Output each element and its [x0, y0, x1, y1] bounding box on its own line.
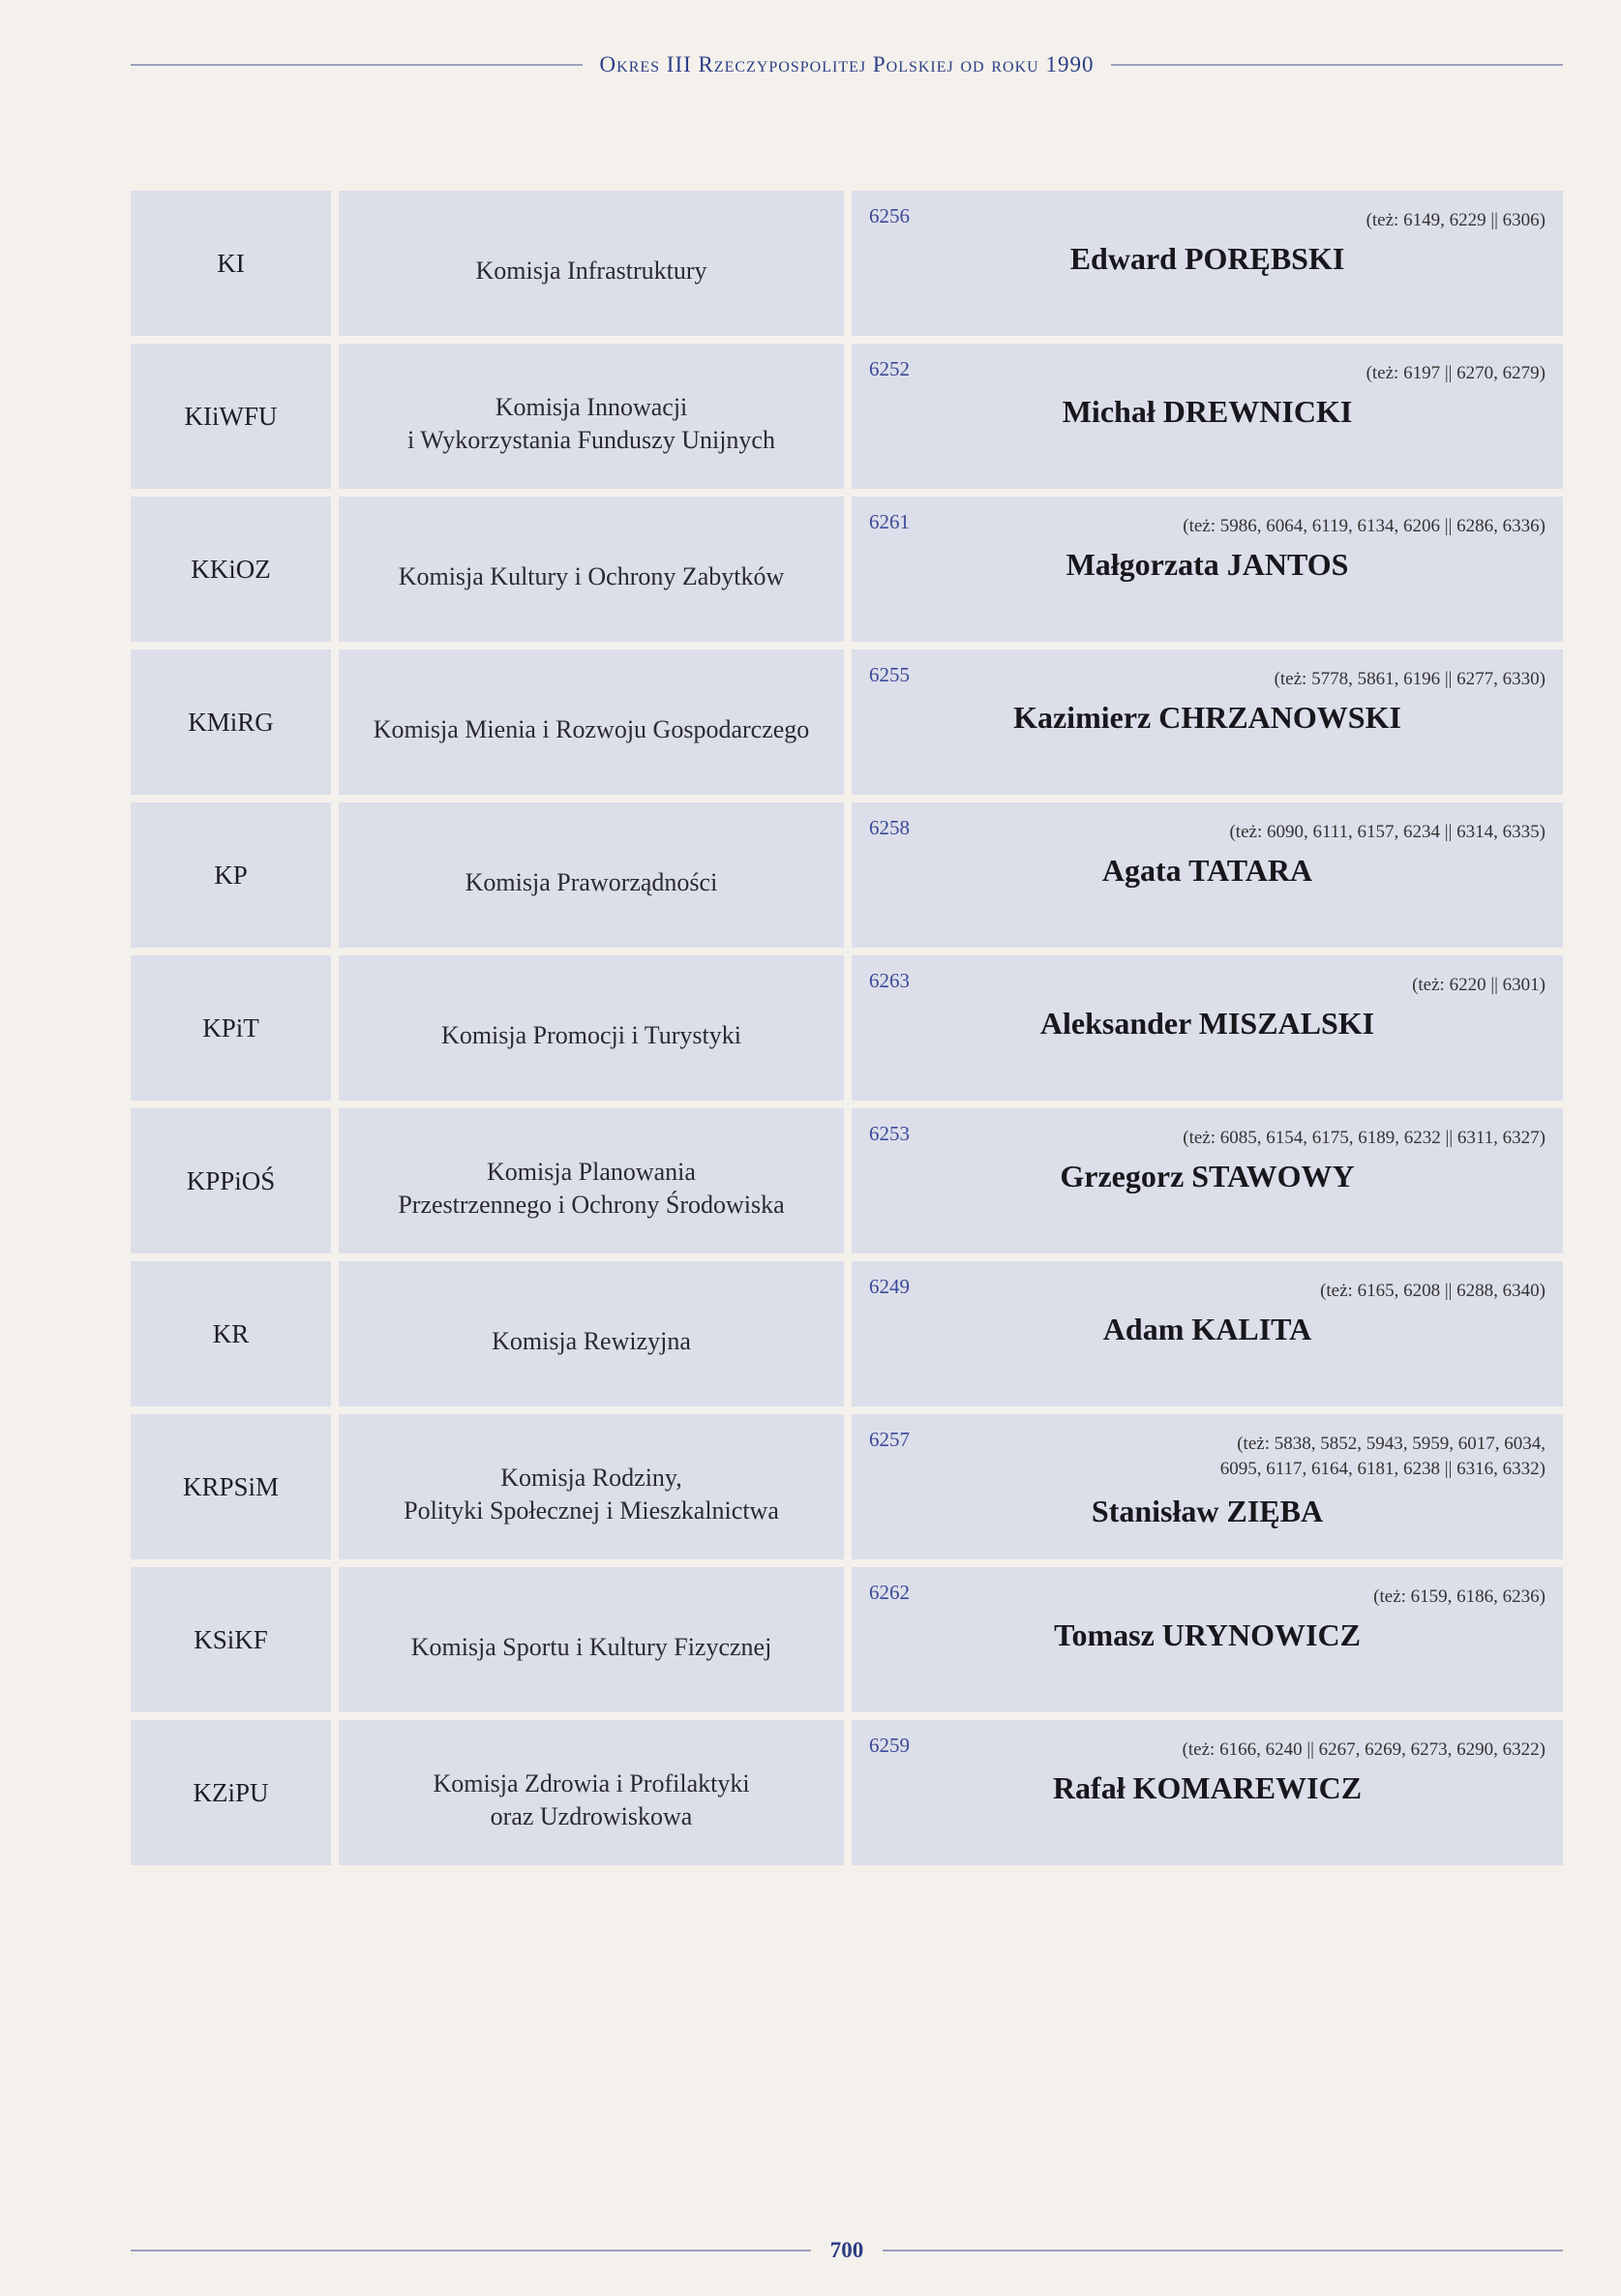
- committee-name: Komisja Mienia i Rozwoju Gospodarczego: [339, 650, 844, 795]
- cross-references: (też: 6220 || 6301): [1412, 975, 1546, 995]
- cross-references: (też: 5778, 5861, 6196 || 6277, 6330): [1274, 669, 1546, 689]
- table-row: [131, 955, 1563, 1101]
- committee-chair-cell: [852, 1567, 1563, 1712]
- entry-number: 6249: [869, 1275, 910, 1298]
- entry-number: 6253: [869, 1122, 910, 1145]
- committee-abbreviation: KP: [131, 802, 331, 948]
- chair-name: Agata TATARA: [1101, 853, 1313, 888]
- header-rule-right: [1111, 64, 1563, 66]
- committee-chair-cell: [852, 1720, 1563, 1865]
- committee-name: Komisja Infrastruktury: [339, 191, 844, 336]
- committee-name: Komisja Innowacji i Wykorzystania Funduszy Unijnych: [339, 344, 844, 489]
- committee-chair-cell: [852, 191, 1563, 336]
- committee-table: [131, 191, 1563, 1873]
- committee-name: Komisja Zdrowia i Profilaktyki oraz Uzdrowiskowa: [339, 1720, 844, 1865]
- entry-number: 6252: [869, 357, 910, 380]
- page-number: 700: [829, 2238, 864, 2262]
- footer-rule-left: [131, 2250, 811, 2251]
- entry-number: 6255: [869, 663, 910, 686]
- entry-number: 6259: [869, 1734, 910, 1757]
- chair-name: Adam KALITA: [1102, 1312, 1312, 1346]
- entry-number: 6263: [869, 969, 910, 992]
- cross-references: (też: 5986, 6064, 6119, 6134, 6206 || 6286, 6336): [1183, 516, 1546, 536]
- committee-chair-cell: [852, 955, 1563, 1101]
- cross-references: (też: 6159, 6186, 6236): [1373, 1586, 1546, 1607]
- cross-references: (też: 6085, 6154, 6175, 6189, 6232 || 6311, 6327): [1183, 1128, 1546, 1148]
- committee-abbreviation: KIiWFU: [131, 344, 331, 489]
- running-header-title: Okres III Rzeczypospolitej Polskiej od roku 1990: [599, 52, 1095, 76]
- committee-chair-cell: [852, 344, 1563, 489]
- committee-chair-cell: [852, 1414, 1563, 1559]
- chair-name: Edward PORĘBSKI: [1069, 241, 1345, 276]
- committee-abbreviation: KZiPU: [131, 1720, 331, 1865]
- table-row: [131, 497, 1563, 642]
- running-header: [131, 48, 1563, 81]
- committee-abbreviation: KI: [131, 191, 331, 336]
- committee-name: Komisja Sportu i Kultury Fizycznej: [339, 1567, 844, 1712]
- footer-rule-right: [883, 2250, 1563, 2251]
- entry-number: 6261: [869, 510, 910, 533]
- table-row: [131, 344, 1563, 489]
- table-row: [131, 191, 1563, 336]
- committee-name: Komisja Rodziny, Polityki Społecznej i Mieszkalnictwa: [339, 1414, 844, 1559]
- entry-number: 6262: [869, 1581, 910, 1604]
- committee-abbreviation: KSiKF: [131, 1567, 331, 1712]
- table-row: [131, 1720, 1563, 1865]
- cross-references: (też: 6197 || 6270, 6279): [1366, 363, 1546, 383]
- chair-name: Tomasz URYNOWICZ: [1054, 1617, 1361, 1652]
- table-row: [131, 802, 1563, 948]
- chair-name: Kazimierz CHRZANOWSKI: [1013, 700, 1401, 735]
- header-rule-left: [131, 64, 583, 66]
- entry-number: 6258: [869, 816, 910, 839]
- committee-abbreviation: KR: [131, 1261, 331, 1406]
- committee-name: Komisja Rewizyjna: [339, 1261, 844, 1406]
- committee-abbreviation: KMiRG: [131, 650, 331, 795]
- cross-references: (też: 6165, 6208 || 6288, 6340): [1320, 1281, 1546, 1301]
- committee-chair-cell: [852, 650, 1563, 795]
- committee-name: Komisja Promocji i Turystyki: [339, 955, 844, 1101]
- chair-name: Aleksander MISZALSKI: [1039, 1006, 1375, 1041]
- committee-name: Komisja Planowania Przestrzennego i Ochrony Środowiska: [339, 1108, 844, 1254]
- committee-chair-cell: [852, 802, 1563, 948]
- committee-chair-cell: [852, 1261, 1563, 1406]
- table-row: [131, 650, 1563, 795]
- table-row: [131, 1414, 1563, 1559]
- committee-abbreviation: KPPiOŚ: [131, 1108, 331, 1254]
- chair-name: Rafał KOMAREWICZ: [1052, 1770, 1363, 1805]
- committee-chair-cell: [852, 497, 1563, 642]
- entry-number: 6257: [869, 1428, 910, 1451]
- committee-name: Komisja Praworządności: [339, 802, 844, 948]
- committee-abbreviation: KKiOZ: [131, 497, 331, 642]
- committee-chair-cell: [852, 1108, 1563, 1254]
- cross-references: (też: 6166, 6240 || 6267, 6269, 6273, 6290, 6322): [1182, 1739, 1546, 1760]
- cross-references: (też: 5838, 5852, 5943, 5959, 6017, 6034, 6095, 6117, 6164, 6181, 6238 || 6316, 6332): [1219, 1434, 1546, 1479]
- committee-name: Komisja Kultury i Ochrony Zabytków: [339, 497, 844, 642]
- entry-number: 6256: [869, 204, 910, 227]
- table-row: [131, 1261, 1563, 1406]
- table-row: [131, 1567, 1563, 1712]
- chair-name: Stanisław ZIĘBA: [1091, 1494, 1324, 1528]
- chair-name: Grzegorz STAWOWY: [1060, 1159, 1355, 1193]
- page-footer: [131, 2234, 1563, 2267]
- chair-name: Michał DREWNICKI: [1062, 394, 1353, 429]
- cross-references: (też: 6090, 6111, 6157, 6234 || 6314, 6335): [1229, 822, 1546, 842]
- committee-abbreviation: KPiT: [131, 955, 331, 1101]
- table-row: [131, 1108, 1563, 1254]
- cross-references: (też: 6149, 6229 || 6306): [1366, 210, 1546, 230]
- chair-name: Małgorzata JANTOS: [1066, 547, 1349, 582]
- committee-abbreviation: KRPSiM: [131, 1414, 331, 1559]
